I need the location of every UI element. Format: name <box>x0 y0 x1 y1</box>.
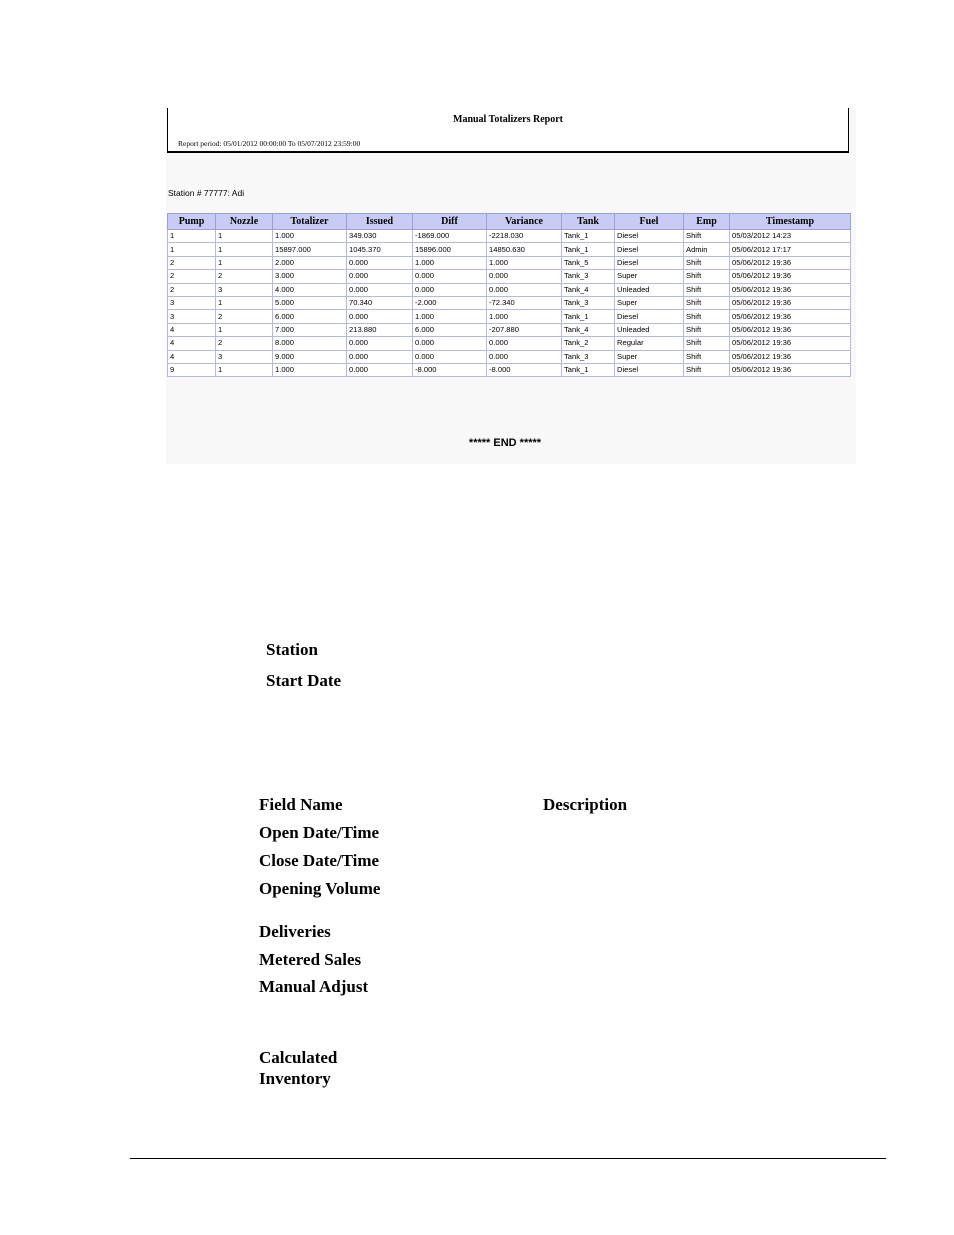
table-cell: Tank_3 <box>562 296 615 309</box>
table-cell: -2218.030 <box>487 230 562 243</box>
col-header[interactable]: Fuel <box>615 214 684 230</box>
table-body <box>168 230 851 377</box>
table-row <box>168 350 851 363</box>
table-cell: 4 <box>168 337 216 350</box>
field-close-datetime: Close Date/Time <box>259 851 380 870</box>
table-cell: 1.000 <box>273 363 347 376</box>
table-cell: 4 <box>168 323 216 336</box>
table-cell: 0.000 <box>347 283 413 296</box>
station-label: Station # 77777: Adi <box>168 188 245 198</box>
table-cell: 1 <box>216 243 273 256</box>
table-cell: 9.000 <box>273 350 347 363</box>
table-cell: 2 <box>168 256 216 269</box>
report-period: Report period: 05/01/2012 00:00:00 To 05/07/2012 23:59:00 <box>178 139 361 148</box>
table-cell: 5.000 <box>273 296 347 309</box>
table-cell: 0.000 <box>347 337 413 350</box>
table-cell: 1.000 <box>487 256 562 269</box>
table-cell: 9 <box>168 363 216 376</box>
table-row <box>168 363 851 376</box>
table-cell: 1 <box>216 363 273 376</box>
description-header: Description <box>543 795 628 814</box>
table-cell: 05/06/2012 19:36 <box>730 296 851 309</box>
table-cell: 0.000 <box>487 337 562 350</box>
table-cell: 0.000 <box>487 270 562 283</box>
table-cell: 2.000 <box>273 256 347 269</box>
table-header-row <box>168 214 851 230</box>
field-deliveries: Deliveries <box>259 922 331 941</box>
table-cell: 213.880 <box>347 323 413 336</box>
table-cell: 0.000 <box>347 270 413 283</box>
table-cell: 05/03/2012 14:23 <box>730 230 851 243</box>
totalizers-table <box>167 213 851 377</box>
table-cell: 1 <box>216 296 273 309</box>
table-cell: 05/06/2012 17:17 <box>730 243 851 256</box>
table-cell: Tank_4 <box>562 323 615 336</box>
table-cell: Tank_2 <box>562 337 615 350</box>
table-cell: 2 <box>216 337 273 350</box>
report-end-marker: ***** END ***** <box>468 437 542 449</box>
table-cell: Tank_1 <box>562 310 615 323</box>
table-cell: 0.000 <box>347 256 413 269</box>
table-cell: 1.000 <box>413 256 487 269</box>
table-row <box>168 256 851 269</box>
col-header[interactable]: Tank <box>562 214 615 230</box>
table-cell: Diesel <box>615 310 684 323</box>
table-cell: 0.000 <box>347 350 413 363</box>
table-cell: -8.000 <box>487 363 562 376</box>
table-row <box>168 337 851 350</box>
table-cell: Shift <box>684 256 730 269</box>
table-cell: 0.000 <box>413 337 487 350</box>
table-cell: 2 <box>168 270 216 283</box>
table-cell: Shift <box>684 337 730 350</box>
field-opening-volume: Opening Volume <box>259 879 381 898</box>
table-cell: -1869.000 <box>413 230 487 243</box>
table-cell: 0.000 <box>347 310 413 323</box>
table-cell: 4.000 <box>273 283 347 296</box>
table-row <box>168 323 851 336</box>
table-cell: Regular <box>615 337 684 350</box>
table-cell: Super <box>615 296 684 309</box>
field-calculated-inventory-line2: Inventory <box>259 1069 331 1088</box>
table-cell: 1 <box>216 323 273 336</box>
table-cell: 1045.370 <box>347 243 413 256</box>
table-cell: Tank_4 <box>562 283 615 296</box>
table-cell: 1.000 <box>413 310 487 323</box>
table-cell: 4 <box>168 350 216 363</box>
table-cell: 2 <box>216 270 273 283</box>
table-cell: 05/06/2012 19:36 <box>730 337 851 350</box>
table-cell: -2.000 <box>413 296 487 309</box>
table-cell: Shift <box>684 230 730 243</box>
table-cell: Tank_5 <box>562 256 615 269</box>
table-cell: 1 <box>168 230 216 243</box>
table-cell: 05/06/2012 19:36 <box>730 283 851 296</box>
field-name-header: Field Name <box>259 795 343 814</box>
table-cell: 3 <box>168 296 216 309</box>
table-cell: Super <box>615 350 684 363</box>
table-cell: Tank_1 <box>562 243 615 256</box>
table-cell: 3.000 <box>273 270 347 283</box>
table-cell: Admin <box>684 243 730 256</box>
table-cell: 0.000 <box>413 283 487 296</box>
table-cell: Diesel <box>615 243 684 256</box>
col-header[interactable]: Issued <box>347 214 413 230</box>
table-cell: 6.000 <box>273 310 347 323</box>
field-manual-adjust: Manual Adjust <box>259 977 369 996</box>
col-header[interactable]: Diff <box>413 214 487 230</box>
col-header[interactable]: Nozzle <box>216 214 273 230</box>
table-row <box>168 296 851 309</box>
table-cell: 05/06/2012 19:36 <box>730 310 851 323</box>
col-header[interactable]: Emp <box>684 214 730 230</box>
table-cell: Diesel <box>615 256 684 269</box>
table-cell: 6.000 <box>413 323 487 336</box>
table-cell: -8.000 <box>413 363 487 376</box>
table-cell: 3 <box>168 310 216 323</box>
table-cell: Unleaded <box>615 283 684 296</box>
table-cell: Diesel <box>615 230 684 243</box>
table-cell: Shift <box>684 350 730 363</box>
table-row <box>168 283 851 296</box>
table-cell: 2 <box>168 283 216 296</box>
table-cell: 7.000 <box>273 323 347 336</box>
col-header[interactable]: Timestamp <box>730 214 851 230</box>
table-cell: Shift <box>684 363 730 376</box>
table-row <box>168 270 851 283</box>
table-cell: 14850.630 <box>487 243 562 256</box>
table-cell: 1.000 <box>487 310 562 323</box>
table-cell: Shift <box>684 323 730 336</box>
table-cell: -207.880 <box>487 323 562 336</box>
col-header[interactable]: Totalizer <box>273 214 347 230</box>
table-cell: Shift <box>684 283 730 296</box>
table-cell: 0.000 <box>413 350 487 363</box>
field-calculated-inventory-line1: Calculated <box>259 1048 338 1067</box>
report-header <box>167 108 849 153</box>
table-cell: 1.000 <box>273 230 347 243</box>
field-open-datetime: Open Date/Time <box>259 823 380 842</box>
table-cell: 05/06/2012 19:36 <box>730 350 851 363</box>
table-cell: 8.000 <box>273 337 347 350</box>
table-cell: 1 <box>168 243 216 256</box>
table-row <box>168 243 851 256</box>
field-metered-sales: Metered Sales <box>259 950 362 969</box>
table-cell: Shift <box>684 310 730 323</box>
col-header[interactable]: Pump <box>168 214 216 230</box>
table-cell: -72.340 <box>487 296 562 309</box>
table-cell: Super <box>615 270 684 283</box>
table-cell: 05/06/2012 19:36 <box>730 256 851 269</box>
table-cell: 0.000 <box>413 270 487 283</box>
table-cell: 70.340 <box>347 296 413 309</box>
table-cell: 1 <box>216 256 273 269</box>
table-cell: Shift <box>684 270 730 283</box>
report-title: Manual Totalizers Report <box>453 114 563 125</box>
col-header[interactable]: Variance <box>487 214 562 230</box>
table-cell: 3 <box>216 283 273 296</box>
param-station: Station <box>266 640 318 659</box>
table-cell: 2 <box>216 310 273 323</box>
table-row <box>168 230 851 243</box>
table-cell: Tank_1 <box>562 363 615 376</box>
table-cell: 05/06/2012 19:36 <box>730 363 851 376</box>
table-cell: Tank_1 <box>562 230 615 243</box>
table-cell: 1 <box>216 230 273 243</box>
footer-divider <box>130 1158 886 1159</box>
table-cell: Diesel <box>615 363 684 376</box>
table-cell: 349.030 <box>347 230 413 243</box>
table-cell: 0.000 <box>347 363 413 376</box>
table-cell: 05/06/2012 19:36 <box>730 270 851 283</box>
param-start-date: Start Date <box>266 671 342 690</box>
table-cell: 05/06/2012 19:36 <box>730 323 851 336</box>
table-row <box>168 310 851 323</box>
table-cell: Shift <box>684 296 730 309</box>
table-cell: 0.000 <box>487 283 562 296</box>
table-cell: 3 <box>216 350 273 363</box>
table-cell: Tank_3 <box>562 270 615 283</box>
table-cell: 0.000 <box>487 350 562 363</box>
table-cell: 15897.000 <box>273 243 347 256</box>
table-cell: 15896.000 <box>413 243 487 256</box>
table-cell: Tank_3 <box>562 350 615 363</box>
table-cell: Unleaded <box>615 323 684 336</box>
